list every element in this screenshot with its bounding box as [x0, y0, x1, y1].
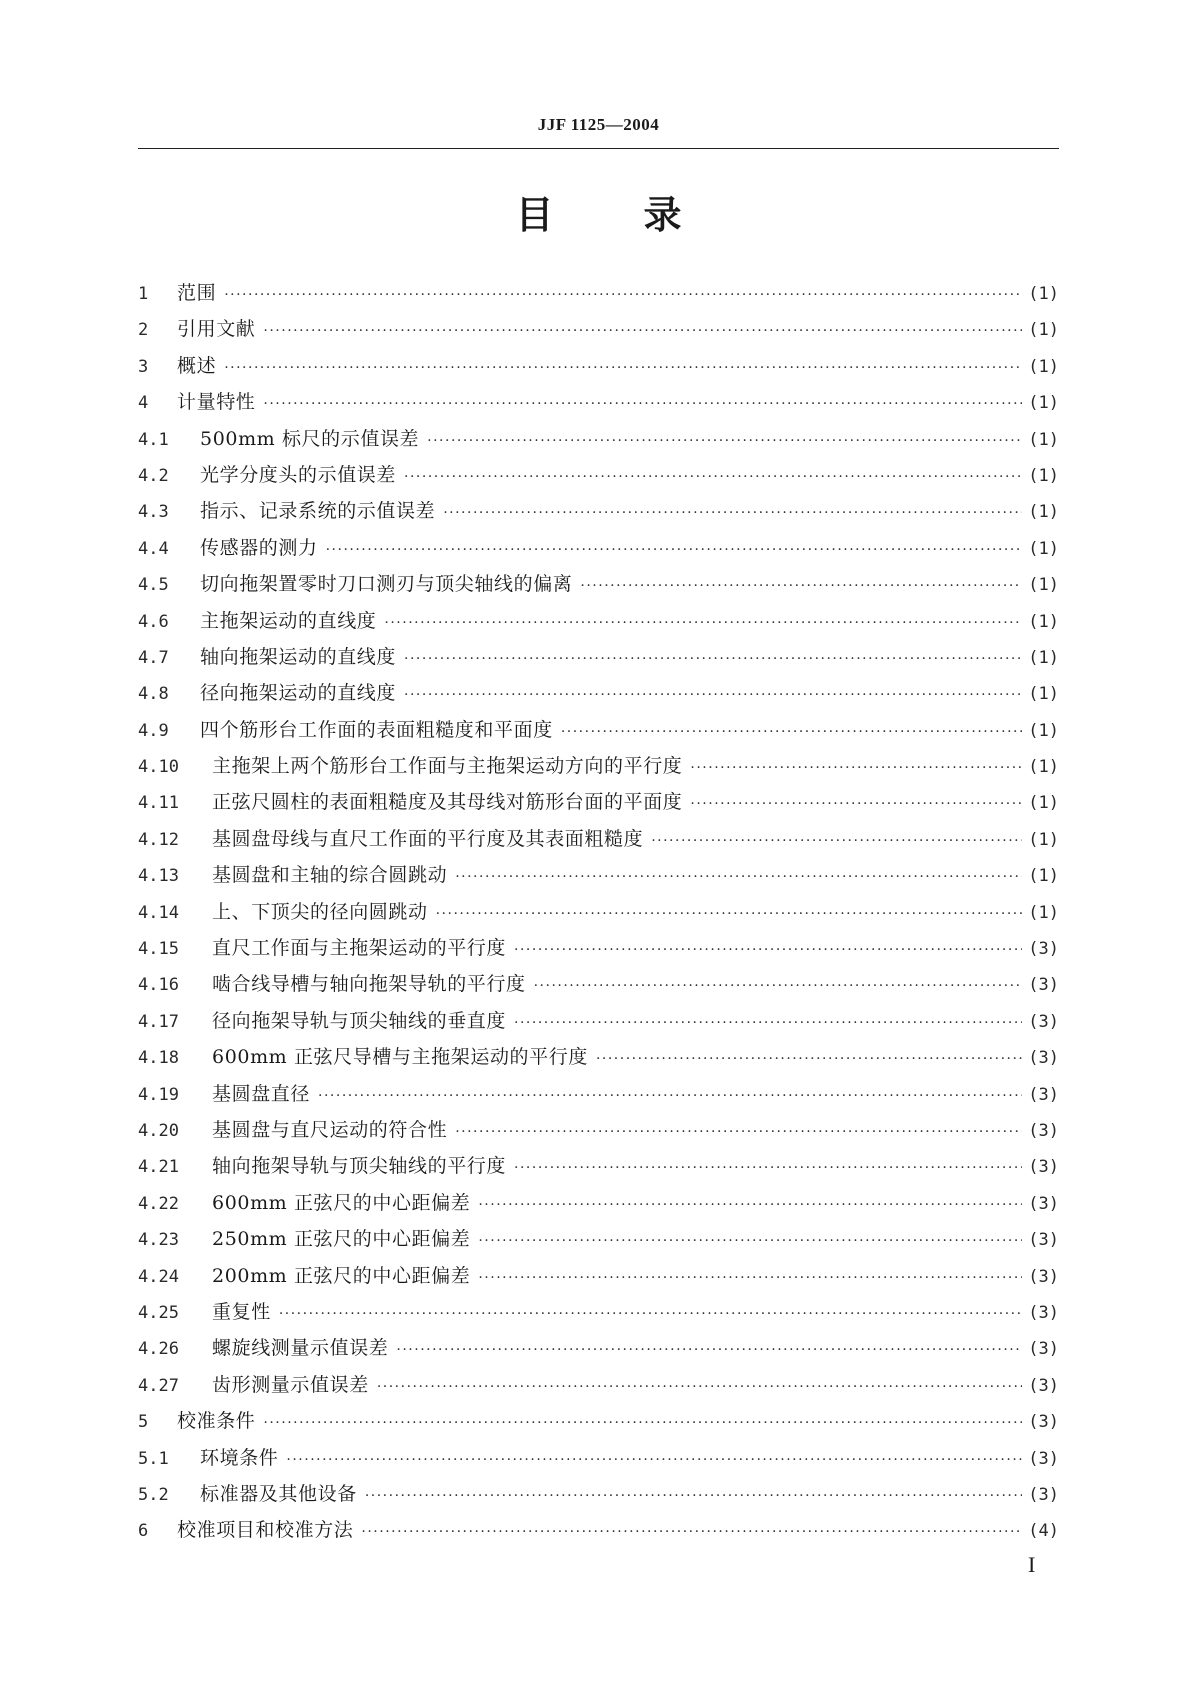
toc-entry-page: (3)	[1028, 1230, 1059, 1251]
toc-entry[interactable]	[138, 424, 1059, 460]
toc-entry-number: 4.17	[138, 1011, 179, 1032]
toc-entry-page: (1)	[1028, 538, 1059, 559]
toc-entry-number: 3	[138, 356, 149, 377]
toc-entry-number: 4.24	[138, 1266, 179, 1287]
toc-entry[interactable]	[138, 678, 1059, 714]
toc-entry-page: (1)	[1028, 757, 1059, 778]
toc-entry-page: (3)	[1028, 1193, 1059, 1214]
toc-entry-page: (3)	[1028, 1084, 1059, 1105]
toc-entry-page: (1)	[1028, 720, 1059, 741]
toc-entry-number: 5.1	[138, 1448, 169, 1469]
toc-leader-dots	[404, 687, 1022, 703]
toc-entry-number: 4.9	[138, 720, 169, 741]
toc-entry[interactable]	[138, 314, 1059, 350]
toc-entry-label: 径向拖架导轨与顶尖轴线的垂直度	[212, 1009, 507, 1032]
toc-entry-number: 4.15	[138, 939, 179, 960]
toc-entry-label: 轴向拖架导轨与顶尖轴线的平行度	[212, 1155, 507, 1178]
toc-leader-dots	[365, 1488, 1022, 1504]
toc-entry-page: (1)	[1028, 429, 1059, 450]
toc-entry-label: 径向拖架运动的直线度	[200, 682, 397, 705]
toc-entry-number: 4.7	[138, 647, 169, 668]
toc-entry-number: 4.16	[138, 975, 179, 996]
toc-entry-number: 2	[138, 320, 149, 341]
toc-entry[interactable]	[138, 351, 1059, 387]
toc-entry[interactable]	[138, 496, 1059, 532]
toc-entry[interactable]	[138, 751, 1059, 787]
toc-entry-page: (3)	[1028, 1157, 1059, 1178]
toc-entry-label: 正弦尺圆柱的表面粗糙度及其母线对筋形台面的平面度	[212, 791, 683, 814]
toc-leader-dots	[361, 1524, 1022, 1540]
toc-entry-label: 校准条件	[177, 1410, 256, 1433]
toc-leader-dots	[580, 578, 1022, 594]
toc-leader-dots	[224, 287, 1022, 303]
toc-entry-label: 基圆盘与直尺运动的符合性	[212, 1118, 448, 1141]
toc-entry-label: 600mm 正弦尺的中心距偏差	[212, 1191, 471, 1214]
toc-entry-number: 4.12	[138, 829, 179, 850]
toc-entry-page: (1)	[1028, 684, 1059, 705]
toc-entry-label: 光学分度头的示值误差	[200, 463, 397, 486]
toc-leader-dots	[318, 1088, 1022, 1104]
title-char-right: 录	[643, 193, 682, 237]
toc-entry[interactable]	[138, 1151, 1059, 1187]
toc-leader-dots	[224, 360, 1022, 376]
page-folio: I	[1028, 1552, 1036, 1577]
toc-entry[interactable]	[138, 1079, 1059, 1115]
toc-entry[interactable]	[138, 1297, 1059, 1333]
toc-leader-dots	[326, 542, 1023, 558]
toc-entry-label: 上、下顶尖的径向圆跳动	[212, 900, 428, 923]
toc-entry-number: 4.6	[138, 611, 169, 632]
toc-leader-dots	[478, 1197, 1022, 1213]
toc-leader-dots	[263, 323, 1022, 339]
toc-entry[interactable]	[138, 933, 1059, 969]
toc-entry[interactable]	[138, 1006, 1059, 1042]
toc-entry-label: 切向拖架置零时刀口测刃与顶尖轴线的偏离	[200, 573, 573, 596]
toc-leader-dots	[514, 1160, 1022, 1176]
toc-leader-dots	[514, 1015, 1022, 1031]
toc-entry-page: (3)	[1028, 1048, 1059, 1069]
toc-entry-number: 4.21	[138, 1157, 179, 1178]
toc-entry-page: (4)	[1028, 1521, 1059, 1542]
toc-entry-label: 600mm 正弦尺导槽与主拖架运动的平行度	[212, 1046, 588, 1069]
toc-entry-number: 5	[138, 1412, 149, 1433]
toc-leader-dots	[286, 1452, 1022, 1468]
toc-entry-page: (1)	[1028, 866, 1059, 887]
toc-entry-page: (1)	[1028, 902, 1059, 923]
toc-entry-number: 4.25	[138, 1302, 179, 1323]
table-of-contents	[138, 278, 1059, 1552]
toc-entry-page: (1)	[1028, 393, 1059, 414]
toc-entry-label: 200mm 正弦尺的中心距偏差	[212, 1264, 471, 1287]
toc-entry[interactable]	[138, 860, 1059, 896]
toc-entry-page: (3)	[1028, 1339, 1059, 1360]
toc-entry-page: (1)	[1028, 829, 1059, 850]
toc-entry-number: 4.1	[138, 429, 169, 450]
toc-entry-number: 4.18	[138, 1048, 179, 1069]
toc-entry-number: 4.27	[138, 1375, 179, 1396]
toc-entry[interactable]	[138, 278, 1059, 314]
toc-entry[interactable]	[138, 569, 1059, 605]
toc-leader-dots	[478, 1270, 1022, 1286]
toc-entry-page: (1)	[1028, 320, 1059, 341]
toc-entry-label: 基圆盘和主轴的综合圆跳动	[212, 864, 448, 887]
toc-entry-page: (3)	[1028, 939, 1059, 960]
toc-entry-number: 4.3	[138, 502, 169, 523]
toc-entry-label: 500mm 标尺的示值误差	[200, 427, 420, 450]
toc-entry-number: 4	[138, 393, 149, 414]
toc-entry-page: (1)	[1028, 465, 1059, 486]
toc-leader-dots	[263, 396, 1022, 412]
toc-entry-number: 1	[138, 284, 149, 304]
toc-entry[interactable]	[138, 1370, 1059, 1406]
toc-entry-label: 重复性	[212, 1300, 271, 1323]
toc-entry[interactable]	[138, 1406, 1059, 1442]
toc-leader-dots	[690, 796, 1022, 812]
toc-entry[interactable]	[138, 824, 1059, 860]
toc-entry-page: (3)	[1028, 1484, 1059, 1505]
toc-entry-number: 4.20	[138, 1120, 179, 1141]
toc-entry-page: (3)	[1028, 1266, 1059, 1287]
toc-entry-number: 4.26	[138, 1339, 179, 1360]
toc-entry-number: 4.5	[138, 575, 169, 596]
toc-leader-dots	[690, 760, 1022, 776]
toc-entry-number: 4.11	[138, 793, 179, 814]
toc-entry[interactable]	[138, 1115, 1059, 1151]
toc-leader-dots	[596, 1051, 1022, 1067]
toc-leader-dots	[404, 469, 1022, 485]
title-char-left: 目	[515, 193, 554, 237]
toc-entry-number: 4.22	[138, 1193, 179, 1214]
toc-leader-dots	[514, 942, 1022, 958]
toc-entry-label: 传感器的测力	[200, 536, 318, 559]
toc-entry-page: (3)	[1028, 1302, 1059, 1323]
toc-entry-page: (3)	[1028, 1120, 1059, 1141]
toc-entry-label: 螺旋线测量示值误差	[212, 1337, 389, 1360]
toc-leader-dots	[279, 1306, 1022, 1322]
toc-leader-dots	[561, 724, 1022, 740]
toc-entry-page: (1)	[1028, 793, 1059, 814]
toc-leader-dots	[534, 978, 1023, 994]
toc-entry[interactable]	[138, 897, 1059, 933]
toc-leader-dots	[263, 1415, 1022, 1431]
toc-entry-label: 直尺工作面与主拖架运动的平行度	[212, 937, 507, 960]
toc-entry-label: 主拖架上两个筋形台工作面与主拖架运动方向的平行度	[212, 755, 683, 778]
toc-entry[interactable]	[138, 1515, 1059, 1551]
toc-entry[interactable]	[138, 460, 1059, 496]
toc-entry-page: (1)	[1028, 502, 1059, 523]
toc-entry[interactable]	[138, 1333, 1059, 1369]
toc-entry-label: 基圆盘直径	[212, 1082, 311, 1105]
toc-entry-page: (1)	[1028, 284, 1059, 304]
toc-entry-page: (3)	[1028, 1412, 1059, 1433]
toc-leader-dots	[478, 1233, 1022, 1249]
document-code-header: JJF 1125—2004	[537, 115, 660, 134]
toc-entry-label: 校准项目和校准方法	[177, 1519, 354, 1542]
toc-leader-dots	[396, 1342, 1022, 1358]
toc-leader-dots	[384, 615, 1022, 631]
toc-leader-dots	[455, 869, 1022, 885]
toc-entry-label: 齿形测量示值误差	[212, 1373, 369, 1396]
toc-entry-number: 4.2	[138, 465, 169, 486]
toc-entry-page: (1)	[1028, 356, 1059, 377]
toc-entry-page: (1)	[1028, 575, 1059, 596]
toc-entry-label: 范围	[177, 282, 217, 304]
toc-leader-dots	[377, 1379, 1022, 1395]
toc-entry-number: 4.4	[138, 538, 169, 559]
toc-entry[interactable]	[138, 387, 1059, 423]
toc-entry-number: 4.14	[138, 902, 179, 923]
toc-entry-number: 4.13	[138, 866, 179, 887]
toc-entry[interactable]	[138, 787, 1059, 823]
toc-leader-dots	[651, 833, 1022, 849]
toc-entry-label: 250mm 正弦尺的中心距偏差	[212, 1228, 471, 1251]
page-title	[138, 193, 1059, 237]
toc-entry-label: 标准器及其他设备	[200, 1482, 357, 1505]
toc-leader-dots	[455, 1124, 1022, 1140]
toc-entry[interactable]	[138, 1479, 1059, 1515]
toc-entry[interactable]	[138, 533, 1059, 569]
toc-entry-page: (3)	[1028, 1011, 1059, 1032]
header-divider	[138, 148, 1059, 149]
toc-leader-dots	[404, 651, 1022, 667]
toc-entry[interactable]	[138, 1443, 1059, 1479]
toc-entry[interactable]	[138, 969, 1059, 1005]
toc-entry-label: 计量特性	[177, 391, 256, 414]
toc-leader-dots	[436, 906, 1023, 922]
toc-entry-label: 轴向拖架运动的直线度	[200, 645, 397, 668]
toc-entry-label: 概述	[177, 354, 217, 377]
toc-entry-label: 环境条件	[200, 1446, 279, 1469]
toc-entry[interactable]	[138, 715, 1059, 751]
toc-leader-dots	[427, 433, 1022, 449]
toc-entry-number: 4.10	[138, 757, 179, 778]
toc-entry-page: (1)	[1028, 647, 1059, 668]
toc-entry[interactable]	[138, 642, 1059, 678]
toc-entry-number: 4.8	[138, 684, 169, 705]
toc-entry-number: 4.23	[138, 1230, 179, 1251]
toc-entry[interactable]	[138, 1188, 1059, 1224]
toc-entry-number: 5.2	[138, 1484, 169, 1505]
toc-entry-number: 6	[138, 1521, 149, 1542]
toc-leader-dots	[443, 505, 1022, 521]
toc-entry-label: 指示、记录系统的示值误差	[200, 500, 436, 523]
toc-entry[interactable]	[138, 1224, 1059, 1260]
toc-entry[interactable]	[138, 1042, 1059, 1078]
toc-entry-label: 主拖架运动的直线度	[200, 609, 377, 632]
toc-entry-page: (1)	[1028, 611, 1059, 632]
toc-entry-page: (3)	[1028, 1375, 1059, 1396]
toc-entry[interactable]	[138, 606, 1059, 642]
toc-entry-page: (3)	[1028, 975, 1059, 996]
toc-entry-label: 基圆盘母线与直尺工作面的平行度及其表面粗糙度	[212, 827, 644, 850]
toc-entry-label: 四个筋形台工作面的表面粗糙度和平面度	[200, 718, 553, 741]
toc-entry-page: (3)	[1028, 1448, 1059, 1469]
toc-entry-label: 啮合线导槽与轴向拖架导轨的平行度	[212, 973, 526, 996]
toc-entry-number: 4.19	[138, 1084, 179, 1105]
toc-entry[interactable]	[138, 1261, 1059, 1297]
toc-entry-label: 引用文献	[177, 318, 256, 341]
